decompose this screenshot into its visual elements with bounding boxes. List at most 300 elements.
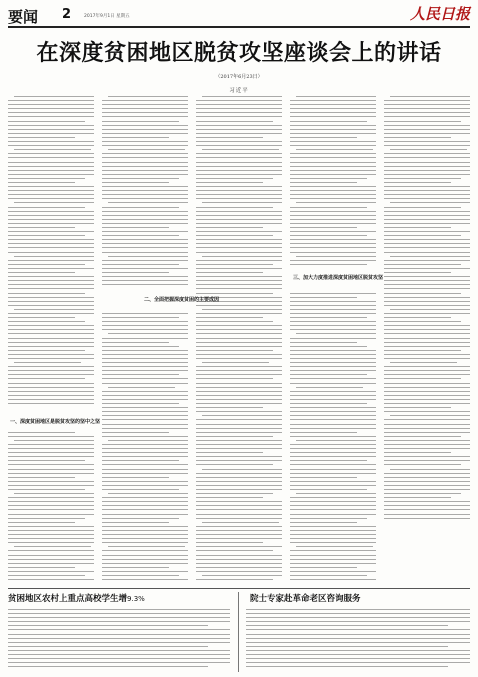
text-line bbox=[290, 207, 367, 208]
text-line bbox=[8, 456, 94, 457]
text-line bbox=[196, 247, 282, 248]
text-line bbox=[102, 407, 188, 408]
text-line bbox=[202, 415, 282, 416]
text-line bbox=[102, 448, 188, 449]
text-line bbox=[290, 190, 376, 191]
text-line bbox=[196, 501, 282, 502]
text-line bbox=[196, 252, 282, 253]
text-line bbox=[290, 252, 376, 253]
column-divider bbox=[238, 592, 239, 672]
text-line bbox=[8, 518, 85, 519]
text-line bbox=[246, 646, 448, 647]
text-line bbox=[8, 650, 230, 651]
text-line bbox=[384, 473, 470, 474]
text-line bbox=[196, 333, 282, 334]
text-line bbox=[102, 121, 179, 122]
text-line bbox=[290, 235, 367, 236]
text-line bbox=[102, 415, 188, 416]
text-line bbox=[102, 469, 188, 470]
text-line bbox=[14, 362, 81, 363]
text-line bbox=[8, 505, 94, 506]
text-line bbox=[8, 559, 94, 560]
text-line bbox=[196, 182, 263, 183]
text-line bbox=[8, 489, 85, 490]
text-line bbox=[390, 149, 467, 150]
text-line bbox=[290, 514, 376, 515]
text-line bbox=[8, 276, 94, 277]
text-line bbox=[196, 432, 282, 433]
text-column bbox=[196, 96, 282, 582]
text-line bbox=[384, 288, 470, 289]
text-line bbox=[8, 190, 94, 191]
text-line bbox=[8, 497, 94, 498]
text-line bbox=[196, 260, 282, 261]
text-line bbox=[384, 391, 470, 392]
text-line bbox=[102, 563, 188, 564]
text-line bbox=[290, 321, 376, 322]
text-line bbox=[8, 555, 94, 556]
text-line bbox=[102, 104, 188, 105]
text-line bbox=[290, 378, 376, 379]
text-line bbox=[290, 362, 376, 363]
text-line bbox=[290, 313, 376, 314]
text-line bbox=[102, 358, 188, 359]
text-line bbox=[8, 501, 94, 502]
text-line bbox=[384, 104, 470, 105]
text-line bbox=[196, 559, 282, 560]
text-line bbox=[290, 391, 376, 392]
text-line bbox=[8, 563, 94, 564]
text-line bbox=[384, 464, 461, 465]
text-line bbox=[384, 338, 470, 339]
text-line bbox=[290, 403, 367, 404]
text-line bbox=[108, 202, 188, 203]
text-line bbox=[290, 501, 376, 502]
text-line bbox=[102, 489, 179, 490]
text-line bbox=[384, 129, 470, 130]
text-line bbox=[290, 301, 376, 302]
text-line bbox=[390, 256, 470, 257]
text-line bbox=[8, 121, 85, 122]
text-line bbox=[102, 338, 188, 339]
text-line bbox=[384, 125, 470, 126]
text-line bbox=[290, 166, 376, 167]
text-line bbox=[384, 260, 470, 261]
text-line bbox=[8, 436, 94, 437]
text-line bbox=[246, 634, 470, 635]
text-line bbox=[108, 440, 188, 441]
text-line bbox=[102, 542, 188, 543]
text-column bbox=[8, 96, 94, 582]
text-line bbox=[8, 297, 94, 298]
text-line bbox=[296, 149, 373, 150]
text-line bbox=[8, 104, 94, 105]
text-line bbox=[102, 411, 188, 412]
text-line bbox=[8, 288, 94, 289]
text-line bbox=[290, 174, 376, 175]
text-line bbox=[384, 358, 470, 359]
text-line bbox=[290, 497, 376, 498]
text-line bbox=[384, 518, 470, 519]
text-line bbox=[384, 252, 470, 253]
text-line bbox=[102, 350, 188, 351]
text-line bbox=[290, 559, 376, 560]
text-line bbox=[196, 546, 282, 547]
text-line bbox=[8, 444, 94, 445]
text-line bbox=[102, 432, 169, 433]
text-line bbox=[102, 215, 188, 216]
text-line bbox=[384, 133, 470, 134]
text-line bbox=[196, 509, 282, 510]
text-line bbox=[196, 374, 282, 375]
text-line bbox=[196, 399, 282, 400]
text-line bbox=[384, 432, 470, 433]
text-line bbox=[384, 452, 451, 453]
text-line bbox=[102, 198, 188, 199]
text-line bbox=[8, 609, 230, 610]
text-line bbox=[290, 542, 376, 543]
text-line bbox=[384, 346, 470, 347]
text-line bbox=[8, 243, 94, 244]
text-line bbox=[290, 383, 376, 384]
text-line bbox=[8, 654, 230, 655]
text-line bbox=[196, 153, 282, 154]
text-line bbox=[102, 419, 188, 420]
text-line bbox=[14, 546, 91, 547]
text-line bbox=[290, 133, 376, 134]
text-line bbox=[290, 342, 357, 343]
text-line bbox=[384, 313, 470, 314]
text-line bbox=[290, 518, 367, 519]
text-line bbox=[384, 395, 470, 396]
text-line bbox=[102, 403, 179, 404]
text-line bbox=[384, 419, 470, 420]
text-line bbox=[290, 567, 357, 568]
article-body bbox=[8, 96, 470, 582]
text-line bbox=[296, 546, 373, 547]
text-line bbox=[102, 522, 169, 523]
text-line bbox=[196, 321, 273, 322]
text-line bbox=[196, 227, 263, 228]
text-line bbox=[290, 178, 367, 179]
text-line bbox=[102, 284, 188, 285]
text-line bbox=[196, 424, 282, 425]
text-line bbox=[8, 629, 230, 630]
text-line bbox=[8, 473, 94, 474]
text-line bbox=[8, 170, 94, 171]
text-line bbox=[290, 215, 376, 216]
text-line bbox=[196, 383, 282, 384]
text-line bbox=[384, 407, 451, 408]
text-line bbox=[8, 646, 208, 647]
text-line bbox=[196, 276, 282, 277]
text-line bbox=[8, 182, 75, 183]
story-text bbox=[8, 609, 230, 667]
text-line bbox=[102, 534, 188, 535]
text-line bbox=[384, 112, 470, 113]
text-line bbox=[290, 231, 376, 232]
text-line bbox=[8, 157, 94, 158]
text-line bbox=[8, 235, 85, 236]
text-line bbox=[196, 280, 282, 281]
text-line bbox=[102, 313, 188, 314]
text-line bbox=[384, 370, 470, 371]
text-line bbox=[8, 634, 230, 635]
text-line bbox=[196, 190, 282, 191]
text-line bbox=[196, 378, 273, 379]
text-line bbox=[102, 162, 188, 163]
text-line bbox=[196, 366, 282, 367]
text-line bbox=[384, 481, 470, 482]
text-line bbox=[102, 354, 188, 355]
text-line bbox=[8, 625, 208, 626]
section-name: 要闻 bbox=[8, 8, 39, 26]
text-line bbox=[196, 346, 282, 347]
text-line bbox=[102, 153, 188, 154]
text-line bbox=[290, 350, 376, 351]
text-line bbox=[102, 211, 188, 212]
text-line bbox=[196, 555, 282, 556]
text-line bbox=[8, 194, 94, 195]
text-line bbox=[8, 613, 230, 614]
text-line bbox=[196, 272, 263, 273]
text-line bbox=[8, 329, 94, 330]
text-line bbox=[8, 317, 75, 318]
text-line bbox=[8, 207, 85, 208]
text-line bbox=[290, 424, 376, 425]
text-line bbox=[290, 338, 376, 339]
text-line bbox=[290, 186, 376, 187]
story-text bbox=[246, 609, 470, 667]
text-line bbox=[290, 419, 376, 420]
text-line bbox=[384, 166, 470, 167]
text-line bbox=[246, 621, 470, 622]
text-line bbox=[246, 638, 470, 639]
text-line bbox=[290, 473, 376, 474]
text-line bbox=[384, 186, 470, 187]
text-line bbox=[8, 448, 94, 449]
text-line bbox=[290, 145, 376, 146]
text-line bbox=[196, 100, 282, 101]
text-line bbox=[196, 444, 282, 445]
text-line bbox=[290, 239, 376, 240]
text-line bbox=[102, 505, 188, 506]
text-column bbox=[102, 96, 188, 582]
text-line bbox=[8, 469, 94, 470]
text-line bbox=[290, 346, 367, 347]
text-line bbox=[290, 485, 376, 486]
text-line bbox=[384, 235, 461, 236]
text-line bbox=[384, 121, 461, 122]
text-line bbox=[8, 662, 230, 663]
text-line bbox=[196, 223, 282, 224]
text-line bbox=[290, 526, 376, 527]
text-line bbox=[290, 108, 376, 109]
text-line bbox=[290, 141, 376, 142]
text-line bbox=[196, 133, 282, 134]
text-line bbox=[384, 207, 461, 208]
text-line bbox=[290, 555, 376, 556]
text-line bbox=[8, 333, 94, 334]
text-line bbox=[384, 268, 470, 269]
text-line bbox=[384, 141, 470, 142]
text-line bbox=[246, 650, 470, 651]
text-line bbox=[290, 116, 376, 117]
text-line bbox=[8, 116, 94, 117]
text-line bbox=[290, 436, 376, 437]
text-line bbox=[384, 333, 470, 334]
text-line bbox=[196, 497, 263, 498]
text-line bbox=[296, 96, 376, 97]
text-line bbox=[8, 538, 94, 539]
text-line bbox=[8, 198, 94, 199]
text-line bbox=[390, 309, 470, 310]
text-line bbox=[102, 264, 179, 265]
text-line bbox=[290, 297, 357, 298]
text-line bbox=[102, 444, 188, 445]
text-line bbox=[8, 313, 94, 314]
text-line bbox=[384, 399, 470, 400]
text-line bbox=[246, 666, 448, 667]
text-line bbox=[384, 182, 451, 183]
text-line bbox=[102, 145, 188, 146]
text-line bbox=[8, 284, 94, 285]
text-line bbox=[290, 509, 376, 510]
text-line bbox=[8, 342, 94, 343]
text-line bbox=[102, 223, 188, 224]
text-line bbox=[290, 137, 357, 138]
bottom-divider bbox=[8, 588, 470, 589]
text-line bbox=[290, 374, 367, 375]
text-line bbox=[8, 174, 94, 175]
text-line bbox=[102, 481, 188, 482]
text-line bbox=[290, 112, 376, 113]
text-line bbox=[8, 321, 85, 322]
text-line bbox=[8, 252, 94, 253]
text-line bbox=[102, 272, 169, 273]
text-line bbox=[8, 305, 94, 306]
text-line bbox=[196, 157, 282, 158]
text-line bbox=[290, 325, 376, 326]
text-line bbox=[290, 194, 376, 195]
text-line bbox=[202, 575, 282, 576]
text-line bbox=[8, 452, 94, 453]
text-line bbox=[102, 370, 188, 371]
text-line bbox=[290, 448, 376, 449]
text-line bbox=[196, 313, 282, 314]
text-line bbox=[196, 342, 282, 343]
text-line bbox=[102, 456, 188, 457]
text-line bbox=[246, 629, 470, 630]
text-line bbox=[14, 96, 94, 97]
text-line bbox=[196, 407, 263, 408]
text-line bbox=[8, 530, 94, 531]
text-line bbox=[290, 411, 376, 412]
text-line bbox=[8, 526, 94, 527]
text-line bbox=[8, 346, 94, 347]
text-line bbox=[290, 399, 376, 400]
text-line bbox=[108, 493, 188, 494]
text-line bbox=[102, 342, 169, 343]
text-line bbox=[290, 293, 376, 294]
text-line bbox=[196, 436, 273, 437]
text-line bbox=[102, 530, 188, 531]
text-line bbox=[8, 403, 94, 404]
text-line bbox=[196, 411, 282, 412]
text-line bbox=[196, 211, 282, 212]
text-line bbox=[246, 654, 470, 655]
text-line bbox=[102, 473, 188, 474]
text-line bbox=[196, 530, 282, 531]
text-line bbox=[384, 501, 470, 502]
text-line bbox=[196, 198, 282, 199]
text-line bbox=[8, 354, 94, 355]
text-line bbox=[290, 534, 376, 535]
text-line bbox=[102, 346, 179, 347]
text-line bbox=[196, 464, 273, 465]
text-line bbox=[14, 440, 94, 441]
text-line bbox=[290, 125, 376, 126]
section-subhead: 三、加大力度推进深度贫困地区脱贫攻坚 bbox=[293, 275, 384, 281]
text-line bbox=[290, 157, 376, 158]
text-line bbox=[290, 162, 376, 163]
text-line bbox=[246, 625, 448, 626]
text-line bbox=[102, 575, 179, 576]
text-line bbox=[196, 493, 273, 494]
text-line bbox=[202, 309, 282, 310]
text-line bbox=[8, 211, 94, 212]
text-line bbox=[384, 211, 470, 212]
text-line bbox=[384, 227, 451, 228]
text-line bbox=[290, 198, 376, 199]
text-line bbox=[102, 579, 188, 580]
text-line bbox=[290, 428, 376, 429]
text-line bbox=[8, 621, 230, 622]
text-line bbox=[102, 125, 188, 126]
text-line bbox=[202, 96, 282, 97]
text-line bbox=[102, 395, 188, 396]
text-line bbox=[290, 121, 367, 122]
text-line bbox=[102, 464, 188, 465]
text-line bbox=[196, 239, 282, 240]
text-line bbox=[290, 366, 376, 367]
text-line bbox=[384, 579, 470, 582]
text-line bbox=[384, 383, 470, 384]
text-line bbox=[196, 112, 282, 113]
text-line bbox=[290, 477, 357, 478]
text-line bbox=[8, 338, 94, 339]
text-line bbox=[196, 207, 273, 208]
edition-info: 2017年9月1日 星期五 bbox=[84, 14, 130, 19]
text-line bbox=[8, 325, 94, 326]
text-line bbox=[384, 460, 470, 461]
article-author: 习近平 bbox=[229, 88, 249, 94]
text-line bbox=[384, 505, 470, 506]
text-line bbox=[384, 293, 461, 294]
text-line bbox=[384, 317, 451, 318]
text-line bbox=[290, 247, 376, 248]
text-line bbox=[290, 489, 367, 490]
text-line bbox=[290, 100, 376, 101]
text-line bbox=[196, 125, 282, 126]
text-line bbox=[384, 239, 470, 240]
text-line bbox=[8, 301, 94, 302]
text-line bbox=[390, 415, 470, 416]
text-line bbox=[102, 276, 188, 277]
text-line bbox=[102, 571, 188, 572]
text-line bbox=[290, 456, 376, 457]
text-line bbox=[8, 399, 94, 400]
